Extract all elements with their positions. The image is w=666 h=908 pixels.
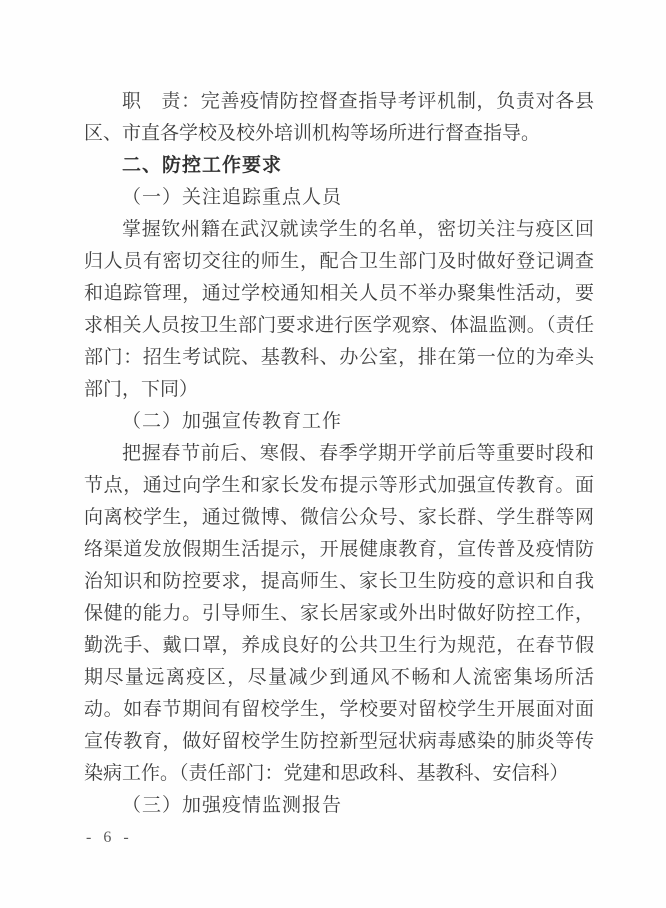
- body-paragraph: 把握春节前后、寒假、春季学期开学前后等重要时段和节点，通过向学生和家长发布提示等形式加强宣传教育。面向离校学生，通过微博、微信公众号、家长群、学生群等网络渠道发放假期生活提示，开展健康教育，宣传普及疫情防治知识和防控要求，提高师生、家长卫生防疫的意识和自我保健的能力。引导师生、家长居家或外出时做好防控工作，勤洗手、戴口罩，养成良好的公共卫生行为规范，在春节假期尽量远离疫区，尽量减少到通风不畅和人流密集场所活动。如春节期间有留校学生，学校要对留校学生开展面对面宣传教育，做好留校学生防控新型冠状病毒感染的肺炎等传染病工作。（责任部门：党建和思政科、基教科、安信科）: [84, 443, 594, 784]
- body-paragraph: 职 责：完善疫情防控督查指导考评机制，负责对各县区、市直各学校及校外培训机构等场所进行督查指导。: [84, 91, 594, 144]
- page-number: - 6 -: [86, 829, 133, 846]
- subsection-heading: （三）加强疫情监测报告: [122, 795, 343, 816]
- section-heading: 二、防控工作要求: [122, 155, 283, 176]
- body-paragraph: 掌握钦州籍在武汉就读学生的名单，密切关注与疫区回归人员有密切交往的师生，配合卫生部门及时做好登记调查和追踪管理，通过学校通知相关人员不举办聚集性活动，要求相关人员按卫生部门要求进行医学观察、体温监测。（责任部门：招生考试院、基教科、办公室，排在第一位的为牵头部门，下同）: [84, 219, 594, 400]
- subsection-heading: （一）关注追踪重点人员: [122, 187, 343, 208]
- document-body: [84, 86, 594, 822]
- subsection-heading: （二）加强宣传教育工作: [122, 411, 343, 432]
